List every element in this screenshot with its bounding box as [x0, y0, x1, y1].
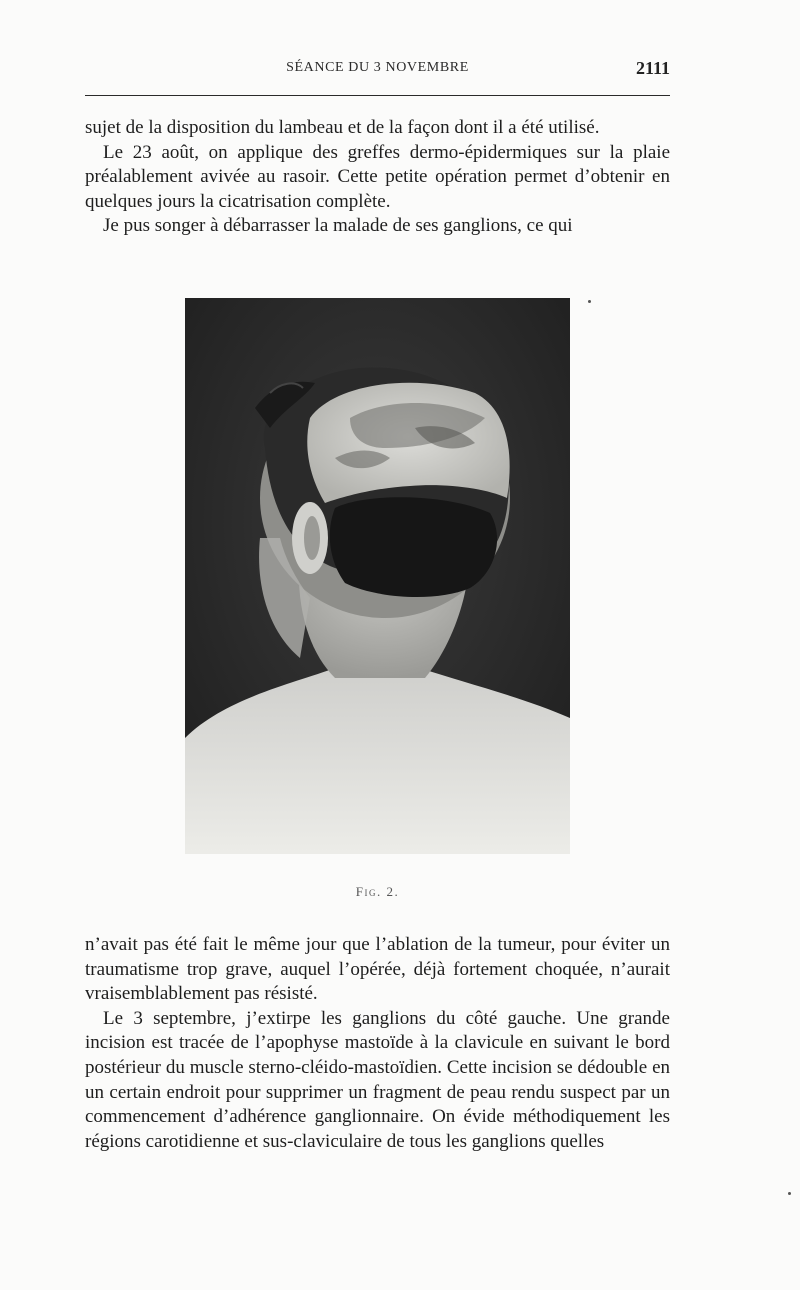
paragraph: n’avait pas été fait le même jour que l’ablation de la tumeur, pour éviter un traumatisme trop grave, auquel l’opérée, déjà fortement choquée, n’aurait vraisemblablement pas résisté. — [85, 934, 670, 1005]
photograph-illustration — [185, 298, 570, 854]
text-block-top — [85, 116, 670, 239]
running-header — [85, 58, 670, 84]
paragraph: Je pus songer à débarrasser la malade de ses ganglions, ce qui — [103, 215, 573, 237]
figure-caption: Fig. 2. — [355, 884, 400, 899]
page-number: 2111 — [635, 58, 670, 78]
print-speck — [588, 300, 591, 303]
paragraph: Le 23 août, on applique des greffes dermo-épidermiques sur la plaie préalablement avivée au rasoir. Cette petite opération permet d’obtenir en quelques jours la cicatrisation complète. — [85, 141, 670, 212]
print-speck — [788, 1192, 791, 1195]
text-block-bottom — [85, 933, 670, 1154]
header-rule — [85, 95, 670, 96]
paragraph: Le 3 septembre, j’extirpe les ganglions du côté gauche. Une grande incision est tracée de l’apophyse mastoïde à la clavicule en suivant le bord postérieur du muscle sterno-cléido-mastoïdien. Cette incision se dédouble en un certain endroit pour supprimer un fragment de peau rendu suspect par un commencement d’adhérence ganglionnaire. On évide méthodiquement les régions carotidienne et sus-claviculaire de tous les ganglions quelles — [85, 1007, 670, 1152]
running-title: SÉANCE DU 3 NOVEMBRE — [286, 60, 469, 75]
figure-photograph — [185, 298, 570, 854]
paragraph: sujet de la disposition du lambeau et de la façon dont il a été utilisé. — [85, 117, 600, 138]
